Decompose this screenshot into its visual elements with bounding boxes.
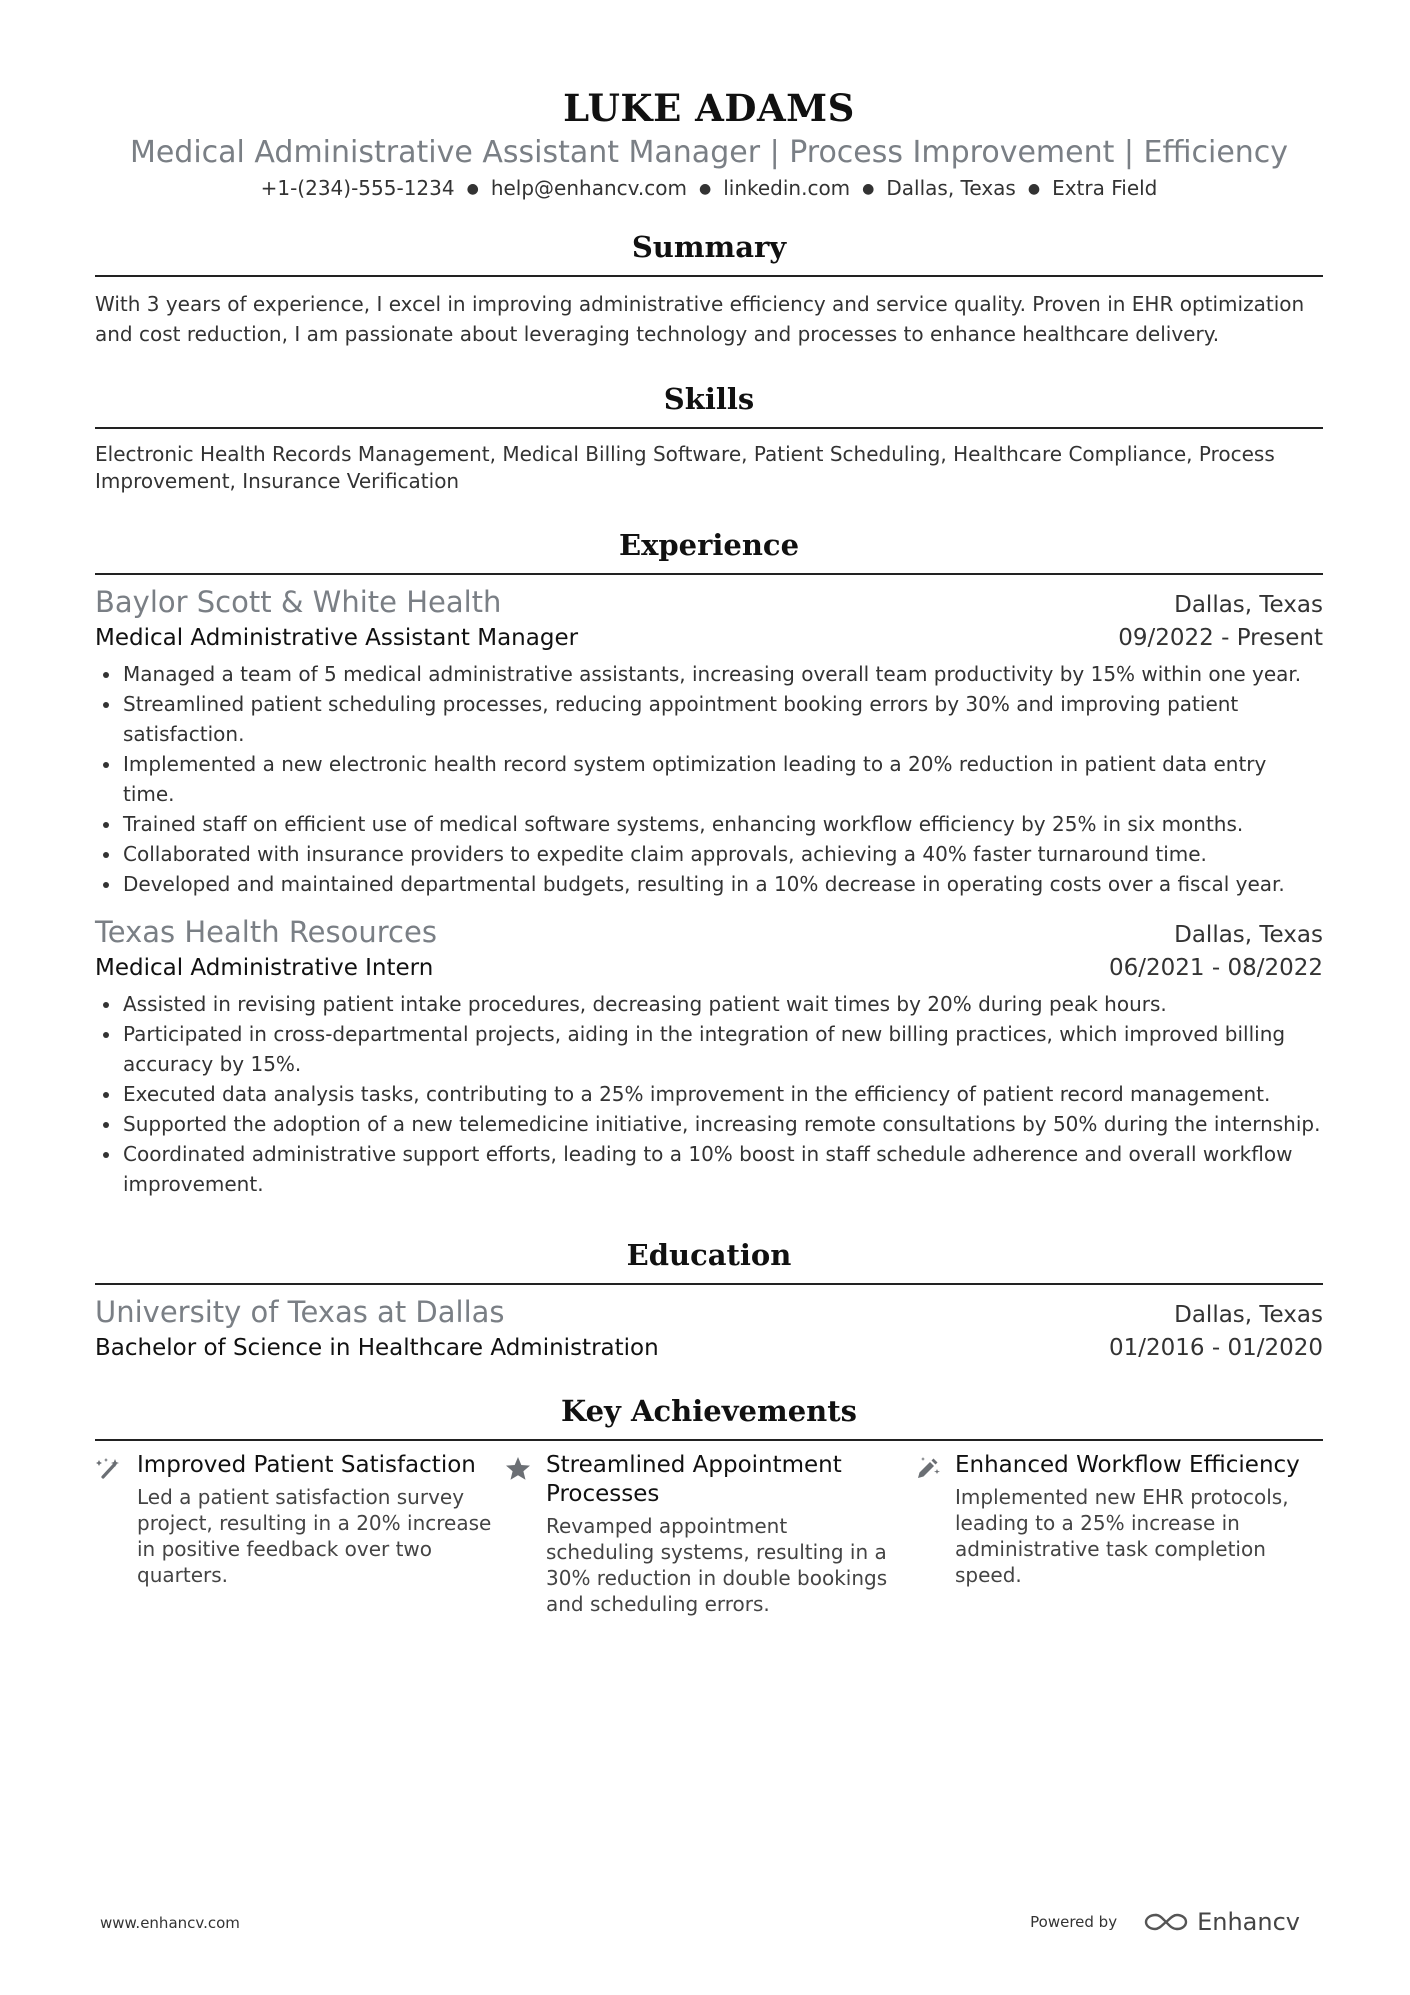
achievement-title: Streamlined Appointment Processes bbox=[546, 1452, 842, 1507]
school-location: Dallas, Texas bbox=[1174, 1302, 1323, 1328]
bullet-item: Participated in cross-departmental projects, aiding in the integration of new billing practices, which improved billing accuracy by 15%. bbox=[95, 1019, 1323, 1079]
separator-dot: ● bbox=[466, 181, 479, 197]
powered-by-label: Powered by bbox=[1030, 1913, 1118, 1931]
linkedin-link[interactable]: linkedin.com bbox=[723, 176, 851, 200]
candidate-name: LUKE ADAMS bbox=[563, 86, 855, 130]
bullet-item: Executed data analysis tasks, contributing to a 25% improvement in the efficiency of patient record management. bbox=[95, 1079, 1323, 1109]
education-section bbox=[95, 1235, 1323, 1365]
achievement-title: Enhanced Workflow Efficiency bbox=[955, 1452, 1300, 1478]
achievement-description: Led a patient satisfaction survey project, resulting in a 20% increase in positive feedback over two quarters. bbox=[137, 1485, 492, 1587]
job-dates: 06/2021 - 08/2022 bbox=[1108, 955, 1323, 981]
bullet-item: Developed and maintained departmental budgets, resulting in a 10% decrease in operating costs over a fiscal year. bbox=[95, 869, 1323, 899]
experience-entry bbox=[95, 913, 1323, 1199]
enhancv-logo-icon bbox=[1143, 1910, 1189, 1934]
job-dates: 09/2022 - Present bbox=[1118, 625, 1323, 651]
magic-wand-icon bbox=[95, 1451, 137, 1617]
experience-section bbox=[95, 525, 1323, 1199]
email-link[interactable]: help@enhancv.com bbox=[490, 176, 687, 200]
section-title-skills: Skills bbox=[95, 379, 1323, 429]
resume-header bbox=[95, 0, 1323, 203]
experience-entry bbox=[95, 583, 1323, 899]
skills-text: Electronic Health Records Management, Medical Billing Software, Patient Scheduling, Healthcare Compliance, Process Improvement, Insurance Verification bbox=[95, 442, 1275, 493]
page-footer bbox=[0, 1908, 1410, 1938]
job-title: Medical Administrative Assistant Manager bbox=[95, 625, 579, 651]
section-title-education: Education bbox=[95, 1235, 1323, 1285]
phone[interactable]: +1-(234)-555-1234 bbox=[260, 176, 455, 200]
bullet-item: Coordinated administrative support efforts, leading to a 10% boost in staff schedule adherence and overall workflow improvement. bbox=[95, 1139, 1323, 1199]
section-title-summary: Summary bbox=[95, 227, 1323, 277]
bullet-item: Trained staff on efficient use of medical software systems, enhancing workflow efficiency by 25% in six months. bbox=[95, 809, 1323, 839]
achievement-description: Implemented new EHR protocols, leading to a 25% increase in administrative task completion speed. bbox=[955, 1485, 1289, 1587]
achievements-section bbox=[95, 1391, 1323, 1617]
achievement-card bbox=[504, 1451, 913, 1617]
achievement-card bbox=[95, 1451, 504, 1617]
achievement-title: Improved Patient Satisfaction bbox=[137, 1452, 476, 1478]
achievement-bullets bbox=[95, 989, 1323, 1199]
achievements-grid bbox=[95, 1451, 1323, 1617]
section-title-experience: Experience bbox=[95, 525, 1323, 575]
bullet-item: Streamlined patient scheduling processes, reducing appointment booking errors by 30% and improving patient satisfaction. bbox=[95, 689, 1323, 749]
extra-field: Extra Field bbox=[1052, 176, 1158, 200]
bullet-item: Assisted in revising patient intake procedures, decreasing patient wait times by 20% during peak hours. bbox=[95, 989, 1323, 1019]
bullet-item: Supported the adoption of a new telemedicine initiative, increasing remote consultations by 50% during the internship. bbox=[95, 1109, 1323, 1139]
section-title-key-achievements: Key Achievements bbox=[95, 1391, 1323, 1441]
school-name: University of Texas at Dallas bbox=[95, 1295, 505, 1329]
company-name: Baylor Scott & White Health bbox=[95, 585, 502, 619]
contact-line bbox=[95, 174, 1323, 203]
company-name: Texas Health Resources bbox=[95, 915, 437, 949]
achievement-description: Revamped appointment scheduling systems, resulting in a 30% reduction in double bookings and scheduling errors. bbox=[546, 1514, 888, 1616]
separator-dot: ● bbox=[1027, 181, 1041, 197]
achievement-bullets bbox=[95, 659, 1323, 899]
pen-sparkle-icon bbox=[913, 1451, 955, 1617]
achievement-card bbox=[913, 1451, 1322, 1617]
headline: Medical Administrative Assistant Manager | Process Improvement | Efficiency bbox=[129, 135, 1289, 170]
bullet-item: Collaborated with insurance providers to expedite claim approvals, achieving a 40% faster turnaround time. bbox=[95, 839, 1323, 869]
bullet-item: Managed a team of 5 medical administrative assistants, increasing overall team productivity by 15% within one year. bbox=[95, 659, 1323, 689]
enhancv-logo[interactable] bbox=[1143, 1908, 1300, 1936]
summary-section bbox=[95, 227, 1323, 349]
degree: Bachelor of Science in Healthcare Administration bbox=[95, 1335, 659, 1361]
separator-dot: ● bbox=[698, 181, 712, 197]
job-location: Dallas, Texas bbox=[1174, 922, 1323, 948]
education-dates: 01/2016 - 01/2020 bbox=[1108, 1335, 1323, 1361]
separator-dot: ● bbox=[862, 181, 875, 197]
location: Dallas, Texas bbox=[886, 176, 1016, 200]
skills-section bbox=[95, 379, 1323, 495]
job-title: Medical Administrative Intern bbox=[95, 955, 434, 981]
summary-text: With 3 years of experience, I excel in improving administrative efficiency and service quality. Proven in EHR optimization and cost reduction, I am passionate about leveraging technology and processes to enhance healthcare delivery. bbox=[95, 292, 1305, 346]
bullet-item: Implemented a new electronic health record system optimization leading to a 20% reduction in patient data entry time. bbox=[95, 749, 1323, 809]
star-icon bbox=[504, 1451, 546, 1617]
resume-page bbox=[95, 0, 1323, 1617]
job-location: Dallas, Texas bbox=[1174, 592, 1323, 618]
brand-name: Enhancv bbox=[1197, 1908, 1300, 1936]
website-link[interactable]: www.enhancv.com bbox=[100, 1914, 240, 1932]
powered-by-block bbox=[1030, 1908, 1300, 1936]
